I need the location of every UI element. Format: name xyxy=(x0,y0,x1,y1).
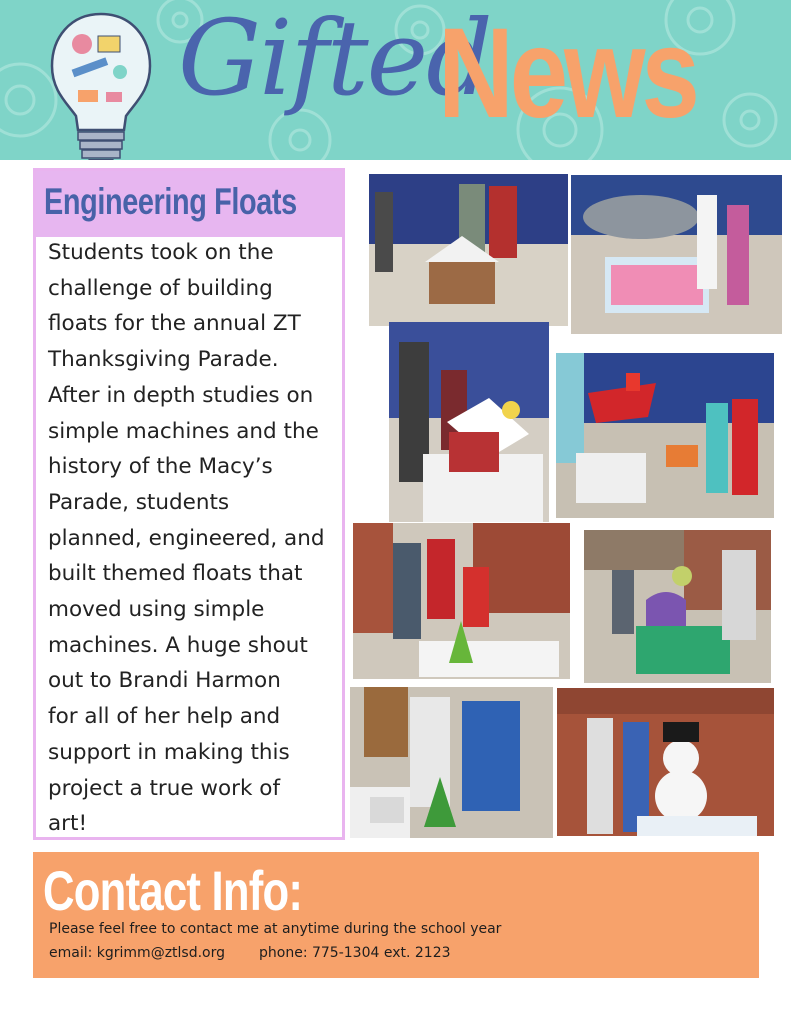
article-line: challenge of building xyxy=(48,275,273,301)
photo-christmas-tree-float xyxy=(350,687,553,838)
article-line: project a true work of xyxy=(48,775,281,801)
article-line: art! xyxy=(48,811,88,837)
article-line: moved using simple xyxy=(48,597,265,623)
contact-email[interactable]: email: kgrimm@ztlsd.org xyxy=(49,945,226,961)
header-banner xyxy=(0,0,791,160)
article-line: Thanksgiving Parade. xyxy=(48,347,279,373)
contact-title: Contact Info: xyxy=(43,859,303,922)
photo-gingerbread-house-float xyxy=(369,174,568,326)
photo-santa-sleigh-float xyxy=(556,353,774,518)
article-title: Engineering Floats xyxy=(44,181,297,222)
lightbulb-icon xyxy=(48,10,154,160)
article-body xyxy=(48,235,340,842)
photo-mailbox-float xyxy=(584,530,771,683)
photo-snoopy-doghouse-float xyxy=(389,322,549,522)
article-line: planned, engineered, and xyxy=(48,525,325,551)
article-line: Parade, students xyxy=(48,489,230,515)
photo-snowman-float xyxy=(557,688,774,836)
article-line: floats for the annual ZT xyxy=(48,311,301,337)
photo-shark-float xyxy=(571,175,782,334)
contact-info-box xyxy=(33,852,759,978)
contact-details xyxy=(49,945,451,961)
article-line: Students took on the xyxy=(48,240,274,265)
article-line: for all of her help and xyxy=(48,704,281,730)
title-gifted: Gifted xyxy=(178,0,491,119)
contact-phone[interactable]: phone: 775-1304 ext. 2123 xyxy=(259,945,451,961)
photo-santa-tree-float xyxy=(353,523,570,679)
article-header xyxy=(36,171,342,237)
article-line: simple machines and the xyxy=(48,418,319,444)
article-line: out to Brandi Harmon xyxy=(48,668,281,694)
article-line: support in making this xyxy=(48,739,290,765)
article-line: history of the Macy’s xyxy=(48,454,273,480)
article-box xyxy=(33,168,345,840)
title-news: News xyxy=(438,2,696,145)
article-line: built themed floats that xyxy=(48,561,303,587)
article-line: machines. A huge shout xyxy=(48,632,308,658)
article-line: After in depth studies on xyxy=(48,382,314,408)
contact-message: Please feel free to contact me at anytime during the school year xyxy=(49,921,502,937)
